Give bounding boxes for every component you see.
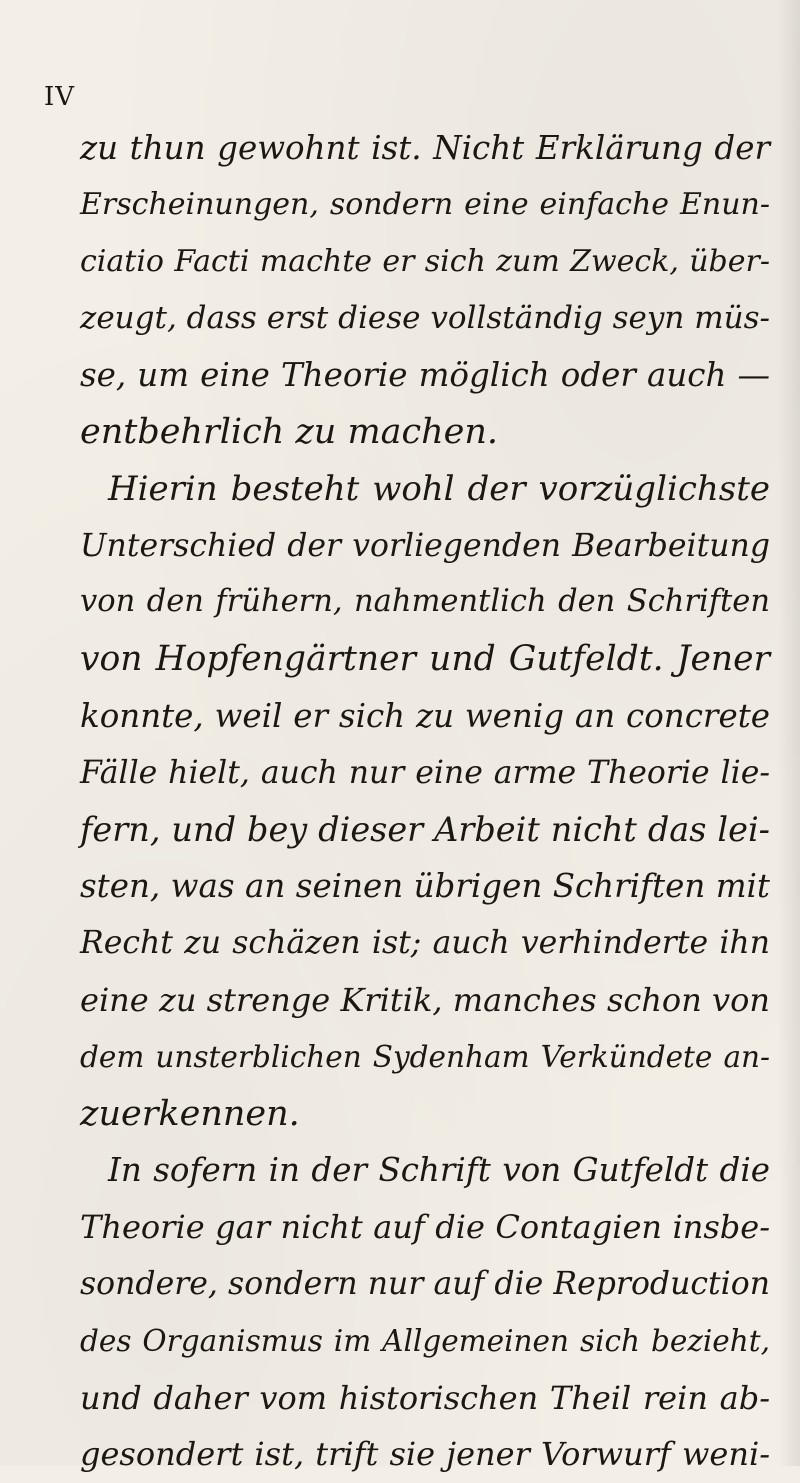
- text-line: Theorie gar nicht auf die Contagien insbe-: [80, 1208, 770, 1247]
- text-line: Recht zu schäzen ist; auch verhinderte ihn: [80, 925, 770, 962]
- text-line: von Hopfengärtner und Gutfeldt. Jener: [80, 639, 770, 680]
- text-line: se, um eine Theorie möglich oder auch —: [80, 356, 770, 395]
- text-line: In sofern in der Schrift von Gutfeldt die: [108, 1151, 770, 1190]
- text-line: Fälle hielt, auch nur eine arme Theorie lie-: [80, 754, 770, 791]
- text-line: zu thun gewohnt ist. Nicht Erklärung der: [80, 129, 770, 167]
- text-line: zuerkennen.: [80, 1093, 300, 1134]
- text-line: sten, was an seinen übrigen Schriften mit: [80, 867, 770, 906]
- text-line: Hierin besteht wohl der vorzüglichste: [108, 468, 770, 509]
- text-line: zeugt, dass erst diese vollständig seyn müs-: [80, 300, 770, 337]
- text-line: gesondert ist, trift sie jener Vorwurf weni-: [80, 1435, 770, 1474]
- page-edge-shadow: [778, 0, 800, 1466]
- page-number: IV: [44, 82, 76, 112]
- text-line: konnte, weil er sich zu wenig an concrete: [80, 696, 770, 735]
- text-line: fern, und bey dieser Arbeit nicht das lei-: [80, 809, 770, 849]
- text-line: sondere, sondern nur auf die Reproduction: [80, 1265, 770, 1302]
- text-line: Unterschied der vorliegenden Bearbeitung: [80, 527, 770, 564]
- text-line: ciatio Facti machte er sich zum Zweck, über-: [80, 243, 770, 279]
- text-line: und daher vom historischen Theil rein ab-: [80, 1378, 770, 1417]
- text-line: entbehrlich zu machen.: [80, 411, 499, 452]
- text-line: eine zu strenge Kritik, manches schon von: [80, 980, 770, 1019]
- body-text: [80, 120, 770, 1483]
- text-line: von den frühern, nahmentlich den Schriften: [80, 584, 770, 620]
- text-line: des Organismus im Allgemeinen sich bezieht,: [80, 1323, 770, 1358]
- text-line: Erscheinungen, sondern eine einfache Enun-: [80, 186, 770, 222]
- text-line: dem unsterblichen Sydenham Verkündete an-: [80, 1039, 770, 1074]
